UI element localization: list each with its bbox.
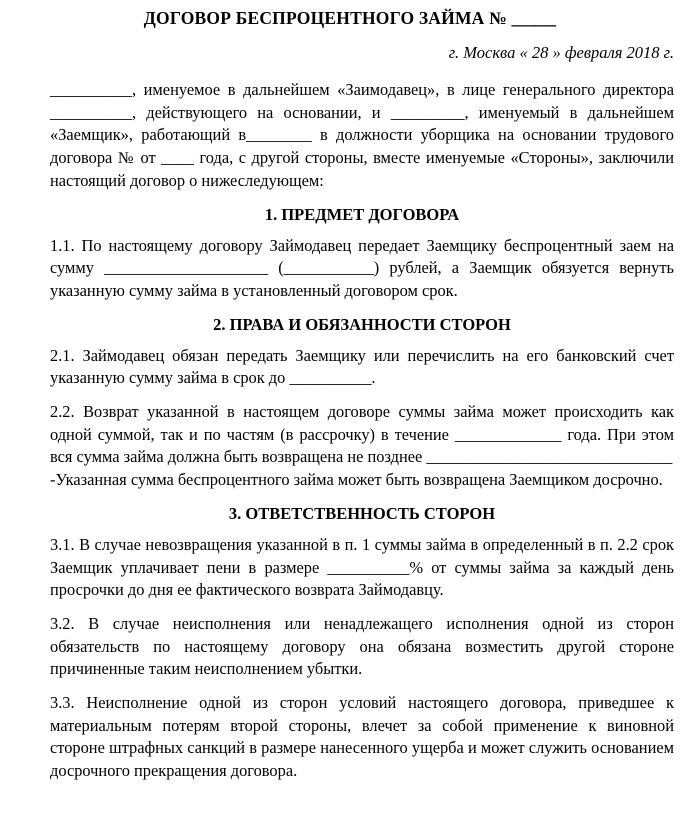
document-title: ДОГОВОР БЕСПРОЦЕНТНОГО ЗАЙМА № _____: [143, 8, 557, 28]
preamble-paragraph: __________, именуемое в дальнейшем «Заимодавец», в лице генерального директора __________, действующего на основании, и _________, именуемый в дальнейшем «Заемщик», работающий в________ в должности уборщика на основании трудового договора № от ____ года, с другой стороны, вместе именуемые «Стороны», заключили настоящий договор о нижеследующем:: [50, 80, 674, 190]
section-1-heading: 1. ПРЕДМЕТ ДОГОВОРА: [264, 204, 460, 224]
clause-2-2: 2.2. Возврат указанной в настоящем договоре суммы займа может происходить как одной суммой, так и по частям (в рассрочку) в течение _____________ года. При этом вся сумма займа должна быть возвращена не позднее ______________________________: [50, 402, 674, 467]
section-3-heading: 3. ОТВЕТСТВЕННОСТЬ СТОРОН: [228, 503, 496, 523]
document-body: [50, 79, 674, 783]
section-2-heading: 2. ПРАВА И ОБЯЗАННОСТИ СТОРОН: [213, 314, 511, 334]
clause-2-2-early-repayment: -Указанная сумма беспроцентного займа может быть возвращена Заемщиком досрочно.: [50, 470, 663, 490]
place-and-date: г. Москва « 28 » февраля 2018 г.: [448, 43, 674, 62]
clause-1-1: 1.1. По настоящему договору Займодавец передает Заемщику беспроцентный заем на сумму ____________________ (___________) рублей, а Заемщик обязуется вернуть указанную сумму займа в установленный договором срок.: [50, 235, 674, 300]
clause-3-1: 3.1. В случае невозвращения указанной в п. 1 суммы займа в определенный в п. 2.2 срок Заемщик уплачивает пени в размере __________% от суммы займа за каждый день просрочки до дня ее фактического возврата Займодавцу.: [50, 534, 674, 600]
clause-2-1: 2.1. Займодавец обязан передать Заемщику или перечислить на его банковский счет указанную сумму займа в срок до __________.: [50, 345, 674, 388]
clause-3-2: 3.2. В случае неисполнения или ненадлежащего исполнения одной из сторон обязательств по настоящему договору она обязана возместить другой стороне причиненные таким неисполнением убытки.: [50, 613, 674, 679]
clause-3-3: 3.3. Неисполнение одной из сторон условий настоящего договора, приведшее к материальным потерям второй стороны, влечет за собой применение к виновной стороне штрафных санкций в размере нанесенного ущерба и может служить основанием досрочного прекращения договора.: [50, 693, 674, 781]
